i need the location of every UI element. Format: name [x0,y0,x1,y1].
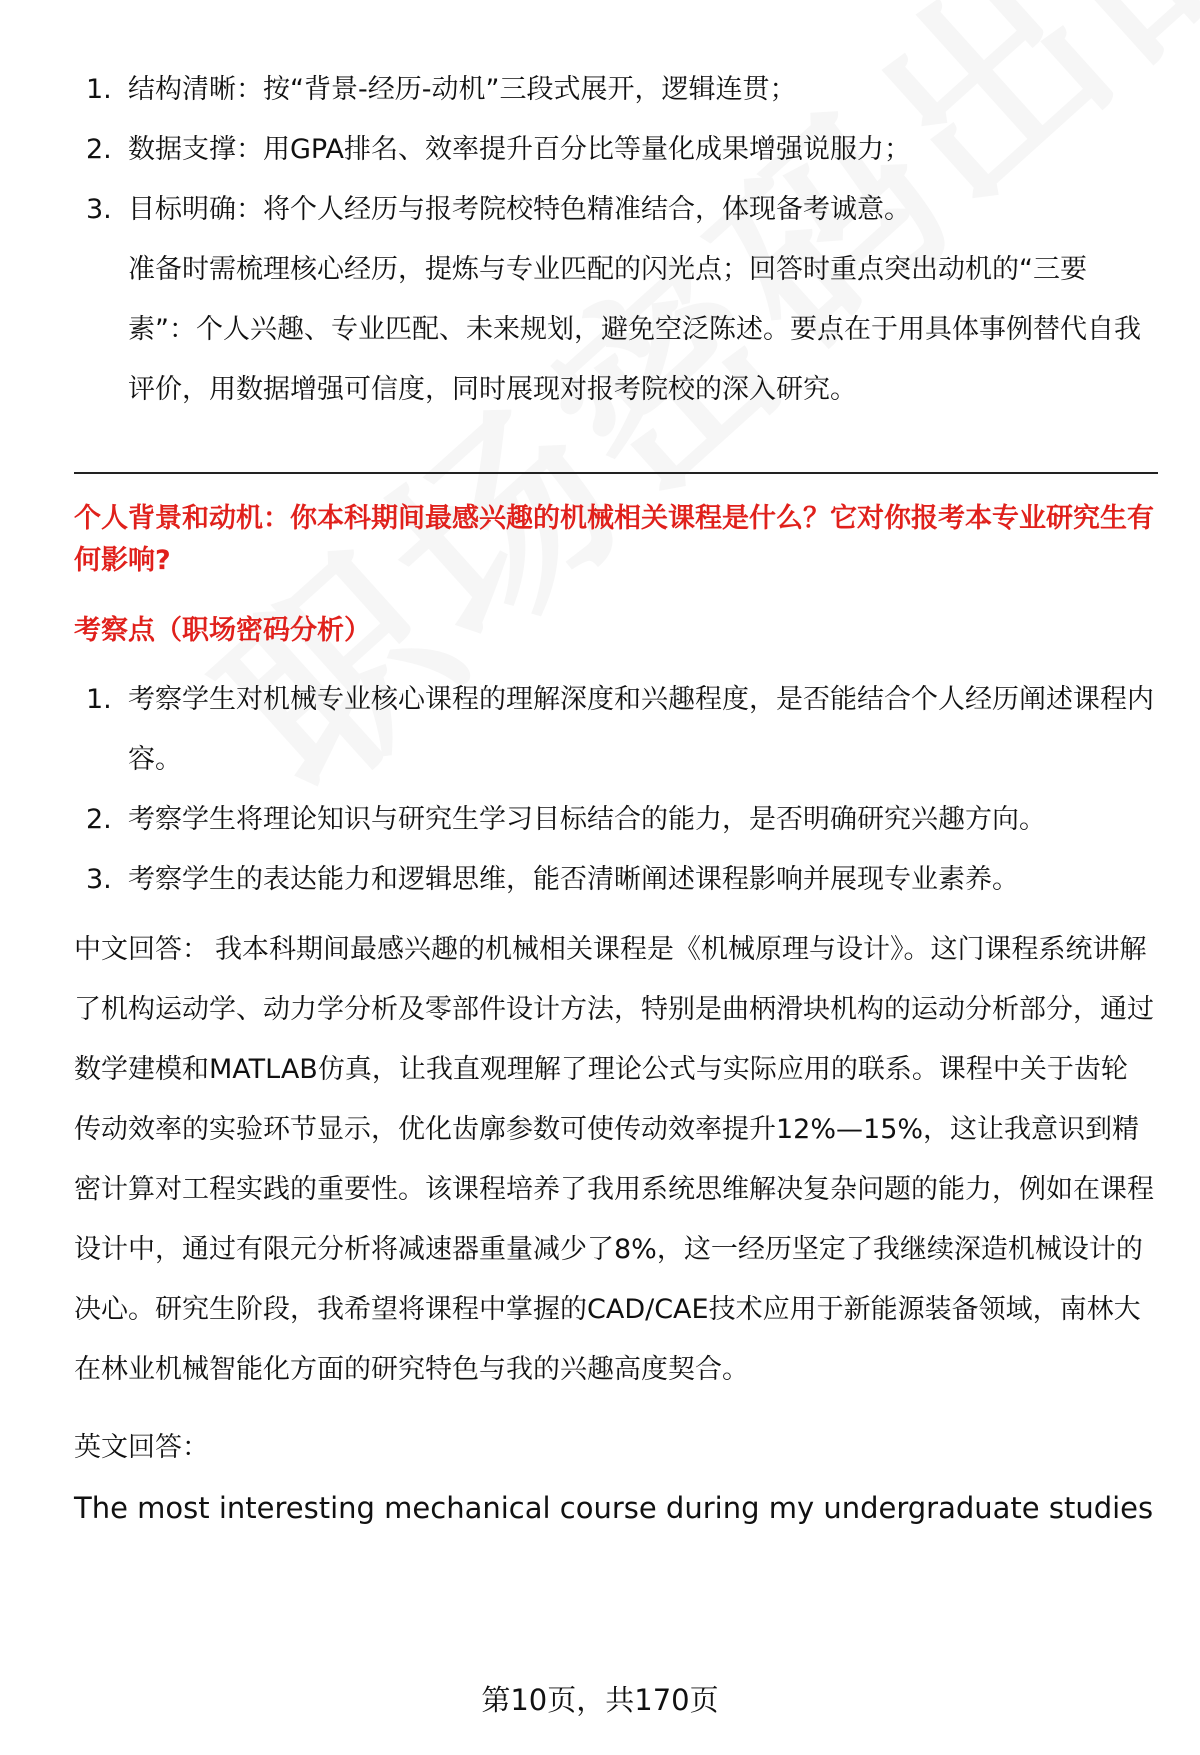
list-item [74,790,1154,850]
chinese-answer-text: 我本科期间最感兴趣的机械相关课程是《机械原理与设计》。这门课程系统讲解了机构运动学、动力学分析及零部件设计方法，特别是曲柄滑块机构的运动分析部分，通过数学建模和MATLAB仿真，让我直观理解了理论公式与实际应用的联系。课程中关于齿轮传动效率的实验环节显示，优化齿廓参数可使传动效率提升12%—15%，这让我意识到精密计算对工程实践的重要性。该课程培养了我用系统思维解决复杂问题的能力，例如在课程设计中，通过有限元分析将减速器重量减少了8%，这一经历坚定了我继续深造机械设计的决心。研究生阶段，我希望将课程中掌握的CAD/CAE技术应用于新能源装备领域，南林大在林业机械智能化方面的研究特色与我的兴趣高度契合。 [74,934,1154,1385]
page-number: 第10页，共170页 [481,1683,719,1717]
summary-list [74,60,1154,240]
chinese-answer [74,920,1154,1400]
exam-points-list [74,670,1154,910]
list-text: 目标明确：将个人经历与报考院校特色精准结合，体现备考诚意。 [128,194,911,225]
summary-paragraph: 准备时需梳理核心经历，提炼与专业匹配的闪光点；回答时重点突出动机的“三要素”：个人兴趣、专业匹配、未来规划，避免空泛陈述。要点在于用具体事例替代自我评价，用数据增强可信度，同时展现对报考院校的深入研究。 [128,254,1141,405]
list-text: 考察学生的表达能力和逻辑思维，能否清晰阐述课程影响并展现专业素养。 [128,864,1019,895]
section-divider [74,472,1158,474]
list-number: 1. [86,684,112,715]
interview-question: 个人背景和动机：你本科期间最感兴趣的机械相关课程是什么？它对你报考本专业研究生有何影响? [74,503,1154,576]
list-item [74,120,1154,180]
list-text: 考察学生对机械专业核心课程的理解深度和兴趣程度，是否能结合个人经历阐述课程内容。 [128,684,1154,775]
list-item [74,60,1154,120]
exam-points-heading: 考察点（职场密码分析） [74,615,371,646]
list-number: 2. [86,134,112,165]
english-answer-text: The most interesting mechanical course during my undergraduate studies [74,1491,1154,1525]
chinese-answer-label: 中文回答： [74,934,209,965]
list-item [74,850,1154,910]
list-item [74,670,1154,790]
list-item [74,180,1154,240]
list-number: 1. [86,74,112,105]
list-number: 3. [86,864,112,895]
list-text: 考察学生将理论知识与研究生学习目标结合的能力，是否明确研究兴趣方向。 [128,804,1046,835]
english-answer-label: 英文回答： [74,1432,209,1463]
list-text: 数据支撑：用GPA排名、效率提升百分比等量化成果增强说服力； [128,134,911,165]
list-number: 2. [86,804,112,835]
list-number: 3. [86,194,112,225]
list-text: 结构清晰：按“背景-经历-动机”三段式展开，逻辑连贯； [128,74,797,105]
page-content [74,60,1154,1538]
